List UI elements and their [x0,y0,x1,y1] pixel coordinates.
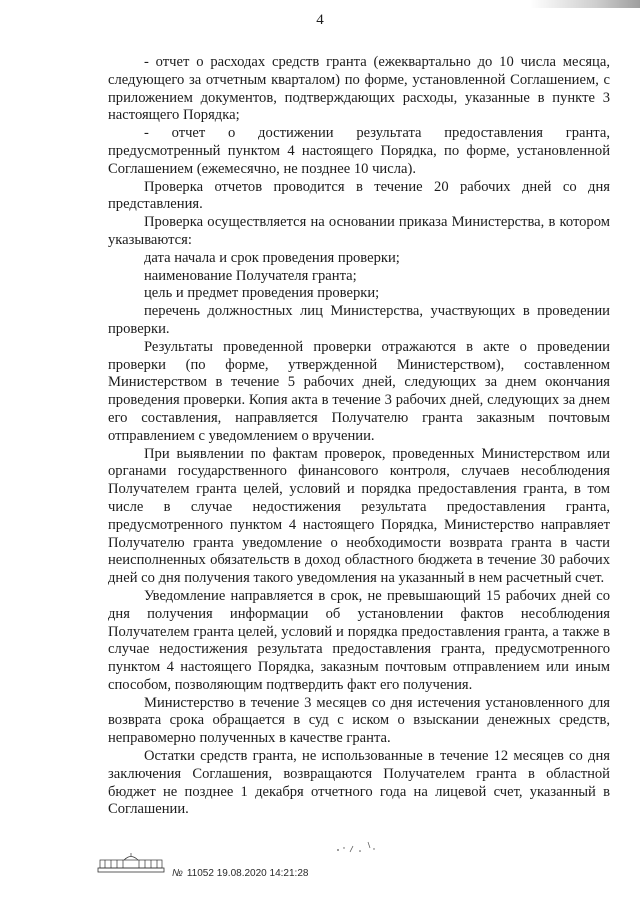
list-item-officials: перечень должностных лиц Министерства, участвующих в проведении проверки. [108,303,610,337]
paragraph-check-results: Результаты проведенной проверки отражаются в акте о проведении проверки (по форме, утвержденной Министерством), составленном Министерством в течение 5 рабочих дней, следующих за днем окончания проведения проверки. Копия акта в течение 3 рабочих дней, следующих за днем его составления, направляется Получателю гранта заказным почтовым отправлением с уведомлением о вручении. [108,338,610,444]
paragraph-remaining-funds: Остатки средств гранта, не использованные в течение 12 месяцев со дня заключения Соглашения, возвращаются Получателем гранта в областной бюджет не позднее 1 декабря отчетного года на лицевой счет, указанный в Соглашении. [108,748,610,818]
page-number: 4 [316,12,324,28]
paragraph-check-basis: Проверка осуществляется на основании приказа Министерства, в котором указываются: [108,214,610,248]
scan-edge-mark [530,0,640,8]
paragraph-court: Министерство в течение 3 месяцев со дня истечения установленного для возврата срока обращается в суд с иском о взыскании денежных средств, неправомерно полученных в качестве гранта. [108,694,610,747]
list-item-start-date: дата начала и срок проведения проверки; [144,249,400,266]
paragraph-report-result: - отчет о достижении результата предоставления гранта, предусмотренный пунктом 4 настоящего Порядка, по форме, установленной Соглашением (ежемесячно, не позднее 10 числа). [108,125,610,177]
paragraph-check-period: Проверка отчетов проводится в течение 20 рабочих дней со дня представления. [108,178,610,213]
number-sign: № [172,868,183,879]
paragraph-notification: Уведомление направляется в срок, не превышающий 15 рабочих дней со дня получения информации об установлении фактов несоблюдения Получателем гранта целей, условий и порядка предоставления гранта, а также в случае недостижения результата предоставления гранта, предусмотренного пунктом 4 настоящего Порядка, заказным почтовым отправлением или иным способом, позволяющим подтвердить факт его получения. [108,587,610,693]
list-item-recipient-name: наименование Получателя гранта; [144,267,357,284]
document-body [108,54,610,819]
document-registration-id [172,868,308,879]
list-item-goal-subject: цель и предмет проведения проверки; [144,285,380,302]
footer-stamp [96,852,396,892]
government-building-icon [96,852,166,874]
registration-number-datetime: 11052 19.08.2020 14:21:28 [186,868,309,879]
paragraph-violations: При выявлении по фактам проверок, проведенных Министерством или органами государственного финансового контроля, случаев несоблюдения Получателем гранта целей, условий и порядка предоставления гранта, в том числе в случае недостижения результата предоставления гранта, предусмотренного пунктом 4 настоящего Порядка, Министерство направляет Получателю гранта уведомление о необходимости возврата гранта в части неисполненных обязательств в доход областного бюджета в течение 30 рабочих дней со дня получения такого уведомления на указанный в нем расчетный счет. [108,445,610,587]
paragraph-report-expenses: - отчет о расходах средств гранта (ежеквартально до 10 числа месяца, следующего за отчетным кварталом) по форме, установленной Соглашением, с приложением документов, подтверждающих расходы, указанные в пункте 3 настоящего Порядка; [108,54,610,124]
